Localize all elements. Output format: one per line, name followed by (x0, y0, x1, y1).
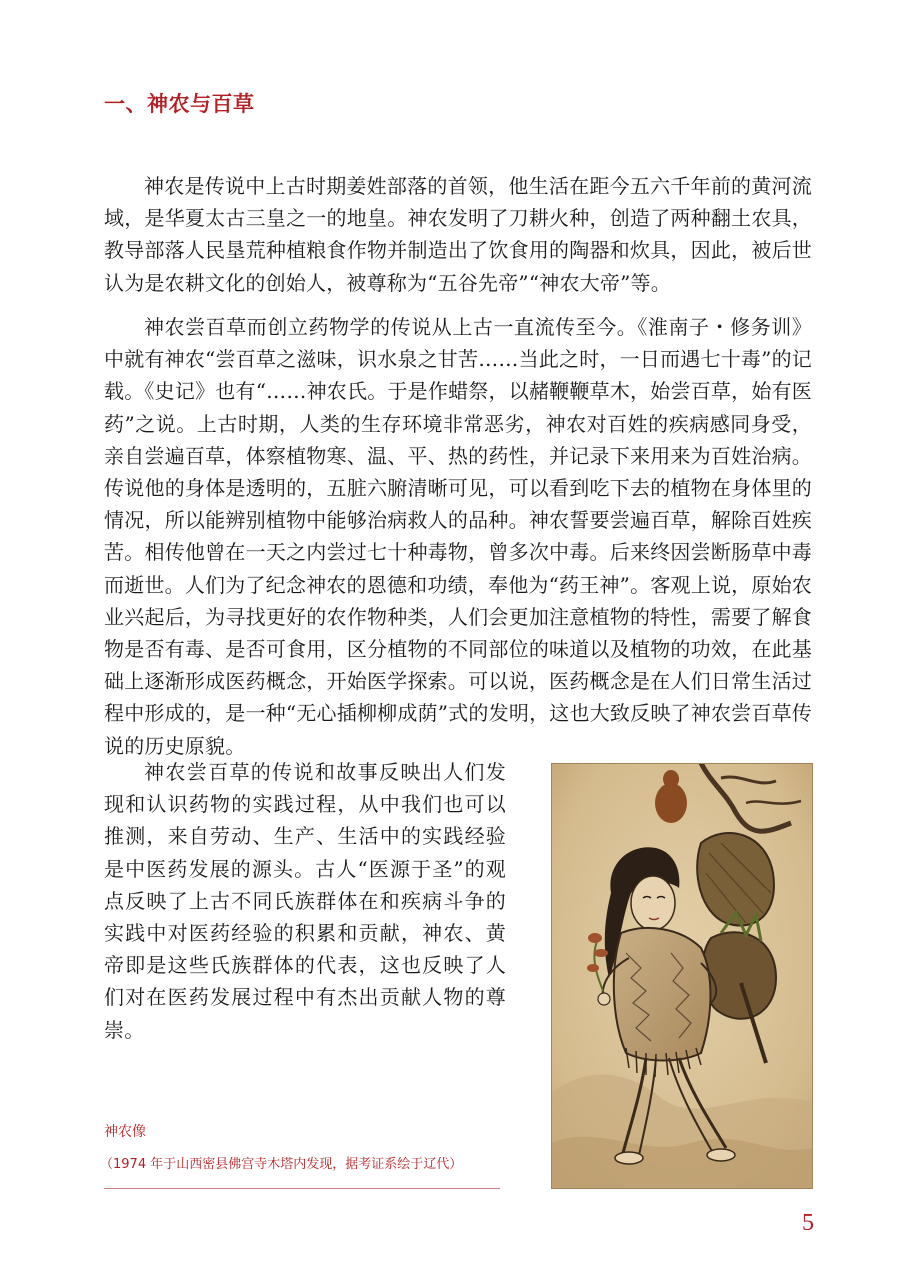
paragraph-2: 神农尝百草而创立药物学的传说从上古一直流传至今。《淮南子・修务训》中就有神农“尝百草之滋味，识水泉之甘苦……当此之时，一日而遇七十毒”的记载。《史记》也有“……神农氏。于是作蜡祭，以赭鞭鞭草木，始尝百草，始有医药”之说。上古时期，人类的生存环境非常恶劣，神农对百姓的疾病感同身受，亲自尝遍百草，体察植物寒、温、平、热的药性，并记录下来用来为百姓治病。传说他的身体是透明的，五脏六腑清晰可见，可以看到吃下去的植物在身体里的情况，所以能辨别植物中能够治病救人的品种。神农誓要尝遍百草，解除百姓疾苦。相传他曾在一天之内尝过七十种毒物，曾多次中毒。后来终因尝断肠草中毒而逝世。人们为了纪念神农的恩德和功绩，奉他为“药王神”。客观上说，原始农业兴起后，为寻找更好的农作物种类，人们会更加注意植物的特性，需要了解食物是否有毒、是否可食用，区分植物的不同部位的味道以及植物的功效，在此基础上逐渐形成医药概念，开始医学探索。可以说，医药概念是在人们日常生活过程中形成的，是一种“无心插柳柳成荫”式的发明，这也大致反映了神农尝百草传说的历史原貌。 (104, 315, 812, 758)
caption-divider (104, 1188, 500, 1189)
paragraph-3: 神农尝百草的传说和故事反映出人们发现和认识药物的实践过程，从中我们也可以推测，来自劳动、生产、生活中的实践经验是中医药发展的源头。古人“医源于圣”的观点反映了上古不同氏族群体在和疾病斗争的实践中对医药经验的积累和贡献，神农、黄帝即是这些氏族群体的代表，这也反映了人们对在医药发展过程中有杰出贡献人物的尊崇。 (104, 760, 506, 1042)
shennong-portrait-image (551, 763, 813, 1189)
painting-gourd (655, 783, 687, 823)
page-number: 5 (802, 1210, 814, 1236)
painting-robe (614, 928, 711, 1061)
paragraph-1: 神农是传说中上古时期姜姓部落的首领，他生活在距今五六千年前的黄河流域，是华夏太古三皇之一的地皇。神农发明了刀耕火种，创造了两种翻土农具，教导部落人民垦荒种植粮食作物并制造出了饮食用的陶器和炊具，因此，被后世认为是农耕文化的创始人，被尊称为“五谷先帝”“神农大帝”等。 (104, 174, 812, 295)
painting-face (631, 876, 675, 930)
painting-feet (615, 1152, 643, 1164)
section-title: 一、神农与百草 (104, 92, 255, 116)
figure-caption-title: 神农像 (104, 1124, 146, 1140)
figure-caption-note: （1974 年于山西密县佛宫寺木塔内发现，据考证系绘于辽代） (100, 1157, 463, 1172)
